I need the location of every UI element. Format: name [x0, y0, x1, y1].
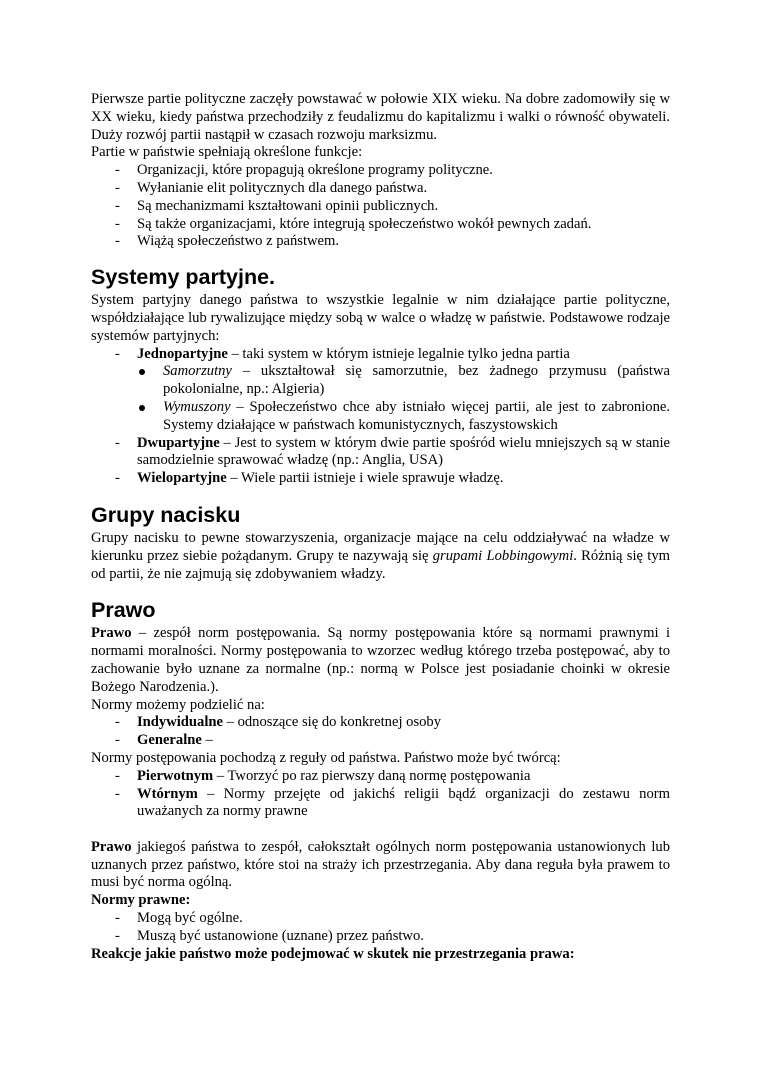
- blank-line: [91, 821, 670, 839]
- pressure-groups-paragraph: [91, 530, 670, 583]
- list-item: - Są także organizacjami, które integrują społeczeństwo wokół pewnych zadań.: [91, 216, 670, 234]
- origin-list: [91, 768, 670, 821]
- list-item: [91, 732, 670, 750]
- term: Wtórnym: [137, 785, 198, 802]
- term: Prawo: [91, 838, 132, 855]
- term-description: – Jest to system w którym dwie partie spośród wielu mniejszych są w stanie samodzielnie sprawować władzę (np.: Anglia, USA): [137, 434, 670, 469]
- divide-list: [91, 714, 670, 750]
- legal-norms-heading: [91, 892, 670, 910]
- state-law-paragraph: [91, 839, 670, 892]
- list-item: [91, 470, 670, 488]
- term: Indywidualne: [137, 714, 223, 731]
- term-description: – ukształtował się samorzutnie, bez żadnego przymusu (państwa pokolonialne, np.: Algieria): [163, 363, 670, 398]
- functions-list: [91, 162, 670, 251]
- subtype-list: [117, 363, 670, 434]
- list-item: - Wiążą społeczeństwo z państwem.: [91, 233, 670, 251]
- list-item: - Są mechanizmami kształtowani opinii publicznych.: [91, 198, 670, 216]
- law-definition-paragraph: [91, 625, 670, 696]
- term-description: – taki system w którym istnieje legalnie tylko jedna partia: [227, 345, 570, 362]
- term: Pierwotnym: [137, 767, 214, 784]
- term-description: – Wiele partii istnieje i wiele sprawuje władzę.: [226, 470, 504, 487]
- list-item: [91, 786, 670, 822]
- text-run: – zespół norm postępowania. Są normy postępowania które są normami prawnymi i normami moralności. Normy postępowania to wzorzec według którego trzeba postępować, aby to zachowanie było uznane za normalne (np.: normą w Polsce jest posiadanie choinki w okresie Bożego Narodzenia.).: [91, 625, 670, 695]
- list-item: [91, 435, 670, 471]
- term-description: – Tworzyć po raz pierwszy daną normę postępowania: [213, 767, 531, 784]
- functions-intro: Partie w państwie spełniają określone funkcje:: [91, 144, 363, 161]
- bold-text: Normy prawne:: [91, 892, 191, 909]
- heading-pressure-groups: Grupy nacisku: [91, 502, 241, 527]
- list-item: - Mogą być ogólne.: [91, 910, 670, 928]
- list-item: [117, 399, 670, 435]
- term: Samorzutny: [163, 363, 232, 380]
- list-item: [91, 768, 670, 786]
- list-item: [91, 714, 670, 732]
- origin-intro: Normy postępowania pochodzą z reguły od państwa. Państwo może być twórcą:: [91, 749, 561, 766]
- term-description: – Społeczeństwo chce aby istniało więcej partii, ale jest to zabronione. Systemy działające w państwach komunistycznych, faszystowskich: [163, 398, 670, 433]
- list-item: [117, 363, 670, 399]
- term: Generalne: [137, 732, 202, 749]
- term: Dwupartyjne: [137, 434, 220, 451]
- list-item: - Wyłanianie elit politycznych dla danego państwa.: [91, 180, 670, 198]
- bold-text: Reakcje jakie państwo może podejmować w skutek nie przestrzegania prawa:: [91, 945, 575, 962]
- term: Jednopartyjne: [137, 345, 228, 362]
- party-systems-list: [91, 346, 670, 488]
- term: Wielopartyjne: [137, 470, 227, 487]
- emphasis: grupami Lobbingowymi: [432, 547, 574, 564]
- party-systems-paragraph: System partyjny danego państwa to wszystkie legalnie w nim działające partie polityczne, współdziałające lub rywalizujące między sobą w walce o władzę w państwie. Podstawowe rodzaje systemów partyjnych:: [91, 292, 670, 344]
- text-run: . Różnią się tym od partii, że nie zajmują się zdobywaniem władzy.: [91, 547, 670, 582]
- term-description: – Normy przejęte od jakichś religii bądź organizacji do zestawu norm uważanych za normy prawne: [137, 785, 670, 820]
- list-item: - Muszą być ustanowione (uznane) przez państwo.: [91, 928, 670, 946]
- intro-paragraph: Pierwsze partie polityczne zaczęły powstawać w połowie XIX wieku. Na dobre zadomowiły się w XX wieku, kiedy państwa przechodziły z feudalizmu do kapitalizmu i walki o równość obywateli. Duży rozwój partii nastąpił w czasach rozwoju marksizmu.: [91, 91, 670, 143]
- document-page: [91, 91, 670, 963]
- term-description: –: [201, 732, 213, 749]
- text-run: jakiegoś państwa to zespół, całokształt ogólnych norm postępowania ustanowionych lub uznanych przez państwo, które stoi na straży ich przestrzegania. Aby dana reguła była prawem to musi być norma ogólną.: [91, 838, 670, 891]
- heading-party-systems: Systemy partyjne.: [91, 265, 276, 290]
- list-item: [91, 346, 670, 435]
- divide-intro: Normy możemy podzielić na:: [91, 696, 265, 713]
- list-item: - Organizacji, które propagują określone programy polityczne.: [91, 162, 670, 180]
- term: Wymuszony: [163, 398, 231, 415]
- text-run: Grupy nacisku to pewne stowarzyszenia, organizacje mające na celu oddziaływać na władze w kierunku przez siebie pożądanym. Grupy te nazywają się: [91, 529, 670, 564]
- heading-law: Prawo: [91, 598, 156, 623]
- term: Prawo: [91, 625, 132, 642]
- reactions-heading: [91, 946, 670, 964]
- term-description: – odnoszące się do konkretnej osoby: [222, 714, 442, 731]
- legal-norms-list: [91, 910, 670, 946]
